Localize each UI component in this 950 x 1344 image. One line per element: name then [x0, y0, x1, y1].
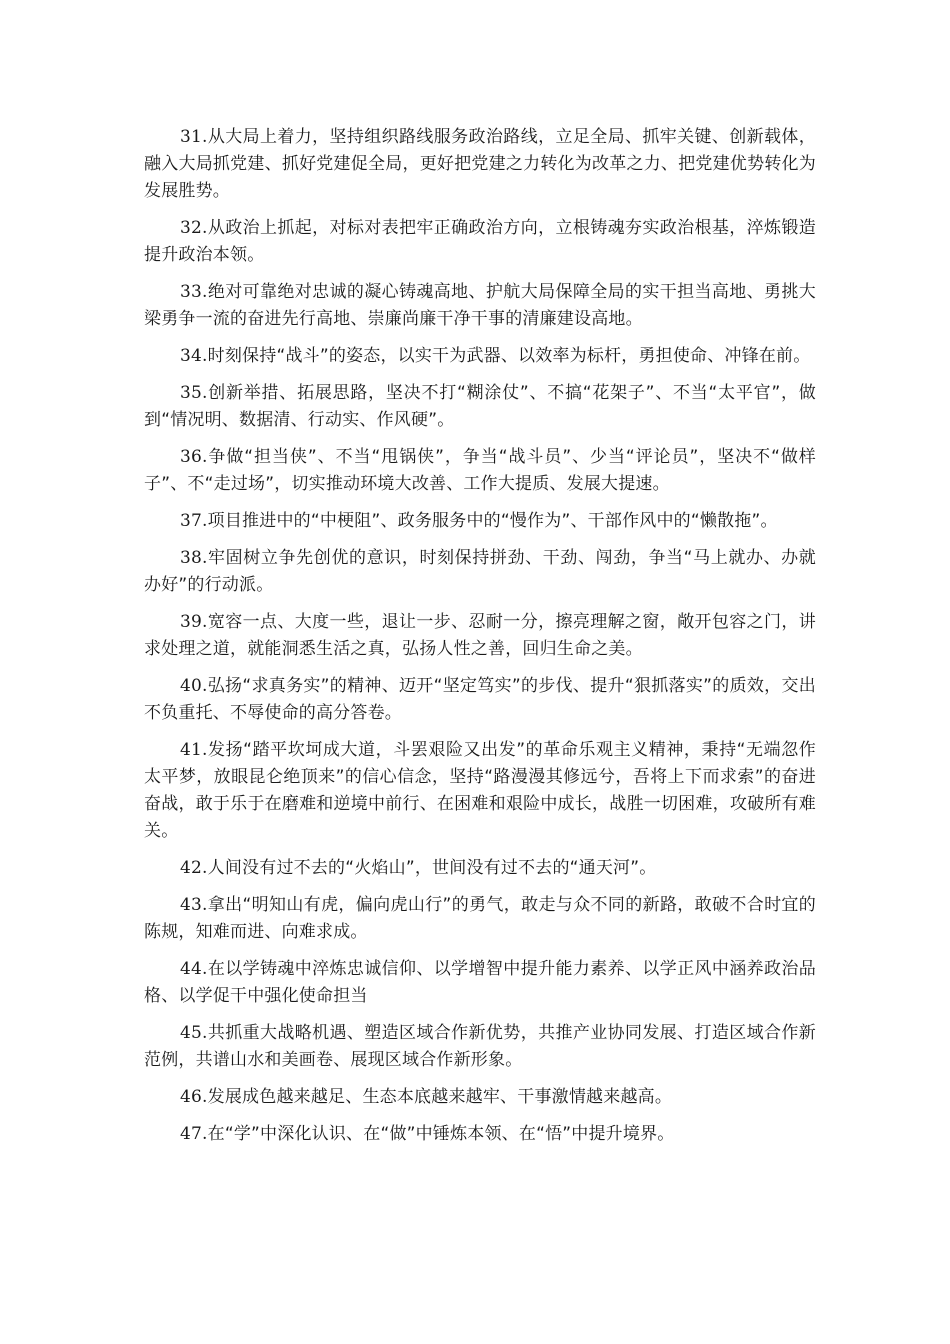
paragraph-number: 41. [180, 740, 208, 760]
paragraph-34 [144, 343, 816, 370]
paragraph-42 [144, 855, 816, 882]
document-body [144, 124, 816, 1158]
paragraph-text: 创新举措、拓展思路，坚决不打“糊涂仗”、不搞“花架子”、不当“太平官”，做到“情况明、数据清、行动实、作风硬”。 [144, 383, 816, 430]
paragraph-text: 牢固树立争先创优的意识，时刻保持拼劲、干劲、闯劲，争当“马上就办、办就办好”的行动派。 [144, 548, 816, 595]
paragraph-number: 44. [180, 959, 208, 979]
paragraph-number: 42. [180, 858, 208, 878]
paragraph-text: 宽容一点、大度一些，退让一步、忍耐一分，擦亮理解之窗，敞开包容之门，讲求处理之道，就能洞悉生活之真，弘扬人性之善，回归生命之美。 [144, 612, 816, 659]
paragraph-text: 在“学”中深化认识、在“做”中锤炼本领、在“悟”中提升境界。 [207, 1124, 675, 1144]
paragraph-number: 39. [180, 612, 208, 632]
paragraph-45 [144, 1020, 816, 1074]
paragraph-47 [144, 1121, 816, 1148]
paragraph-number: 45. [180, 1023, 208, 1043]
paragraph-number: 33. [180, 282, 208, 302]
paragraph-number: 47. [180, 1124, 208, 1144]
paragraph-31 [144, 124, 816, 205]
paragraph-40 [144, 673, 816, 727]
paragraph-41 [144, 737, 816, 845]
paragraph-text: 拿出“明知山有虎，偏向虎山行”的勇气，敢走与众不同的新路，敢破不合时宜的陈规，知难而进、向难求成。 [144, 895, 816, 942]
paragraph-46 [144, 1084, 816, 1111]
paragraph-number: 31. [180, 127, 208, 147]
paragraph-text: 共抓重大战略机遇、塑造区域合作新优势，共推产业协同发展、打造区域合作新范例，共谱山水和美画卷、展现区域合作新形象。 [144, 1023, 816, 1070]
paragraph-text: 项目推进中的“中梗阻”、政务服务中的“慢作为”、干部作风中的“懒散拖”。 [207, 511, 778, 531]
paragraph-number: 43. [180, 895, 208, 915]
paragraph-text: 人间没有过不去的“火焰山”，世间没有过不去的“通天河”。 [207, 858, 657, 878]
paragraph-text: 发展成色越来越足、生态本底越来越牢、干事激情越来越高。 [207, 1087, 673, 1107]
paragraph-number: 34. [180, 346, 208, 366]
paragraph-text: 从政治上抓起，对标对表把牢正确政治方向，立根铸魂夯实政治根基，淬炼锻造提升政治本领。 [144, 218, 816, 265]
paragraph-number: 40. [180, 676, 208, 696]
paragraph-38 [144, 545, 816, 599]
paragraph-number: 46. [180, 1087, 208, 1107]
paragraph-text: 弘扬“求真务实”的精神、迈开“坚定笃实”的步伐、提升“狠抓落实”的质效，交出不负重托、不辱使命的高分答卷。 [144, 676, 816, 723]
paragraph-number: 38. [180, 548, 208, 568]
paragraph-text: 争做“担当侠”、不当“甩锅侠”，争当“战斗员”、少当“评论员”，坚决不“做样子”、不“走过场”，切实推动环境大改善、工作大提质、发展大提速。 [144, 447, 816, 494]
paragraph-text: 在以学铸魂中淬炼忠诚信仰、以学增智中提升能力素养、以学正风中涵养政治品格、以学促干中强化使命担当 [144, 959, 816, 1006]
paragraph-39 [144, 609, 816, 663]
paragraph-35 [144, 380, 816, 434]
paragraph-text: 时刻保持“战斗”的姿态，以实干为武器、以效率为标杆，勇担使命、冲锋在前。 [207, 346, 811, 366]
paragraph-number: 37. [180, 511, 208, 531]
paragraph-33 [144, 279, 816, 333]
paragraph-32 [144, 215, 816, 269]
paragraph-number: 36. [180, 447, 208, 467]
paragraph-number: 32. [180, 218, 208, 238]
paragraph-44 [144, 956, 816, 1010]
paragraph-43 [144, 892, 816, 946]
paragraph-37 [144, 508, 816, 535]
paragraph-36 [144, 444, 816, 498]
paragraph-text: 绝对可靠绝对忠诚的凝心铸魂高地、护航大局保障全局的实干担当高地、勇挑大梁勇争一流的奋进先行高地、崇廉尚廉干净干事的清廉建设高地。 [144, 282, 816, 329]
paragraph-text: 发扬“踏平坎坷成大道，斗罢艰险又出发”的革命乐观主义精神，秉持“无端忽作太平梦，放眼昆仑绝顶来”的信心信念，坚持“路漫漫其修远兮，吾将上下而求索”的奋进奋战，敢于乐于在磨难和逆境中前行、在困难和艰险中成长，战胜一切困难，攻破所有难关。 [144, 740, 816, 841]
paragraph-text: 从大局上着力，坚持组织路线服务政治路线，立足全局、抓牢关键、创新载体，融入大局抓党建、抓好党建促全局，更好把党建之力转化为改革之力、把党建优势转化为发展胜势。 [144, 127, 816, 201]
paragraph-number: 35. [180, 383, 208, 403]
